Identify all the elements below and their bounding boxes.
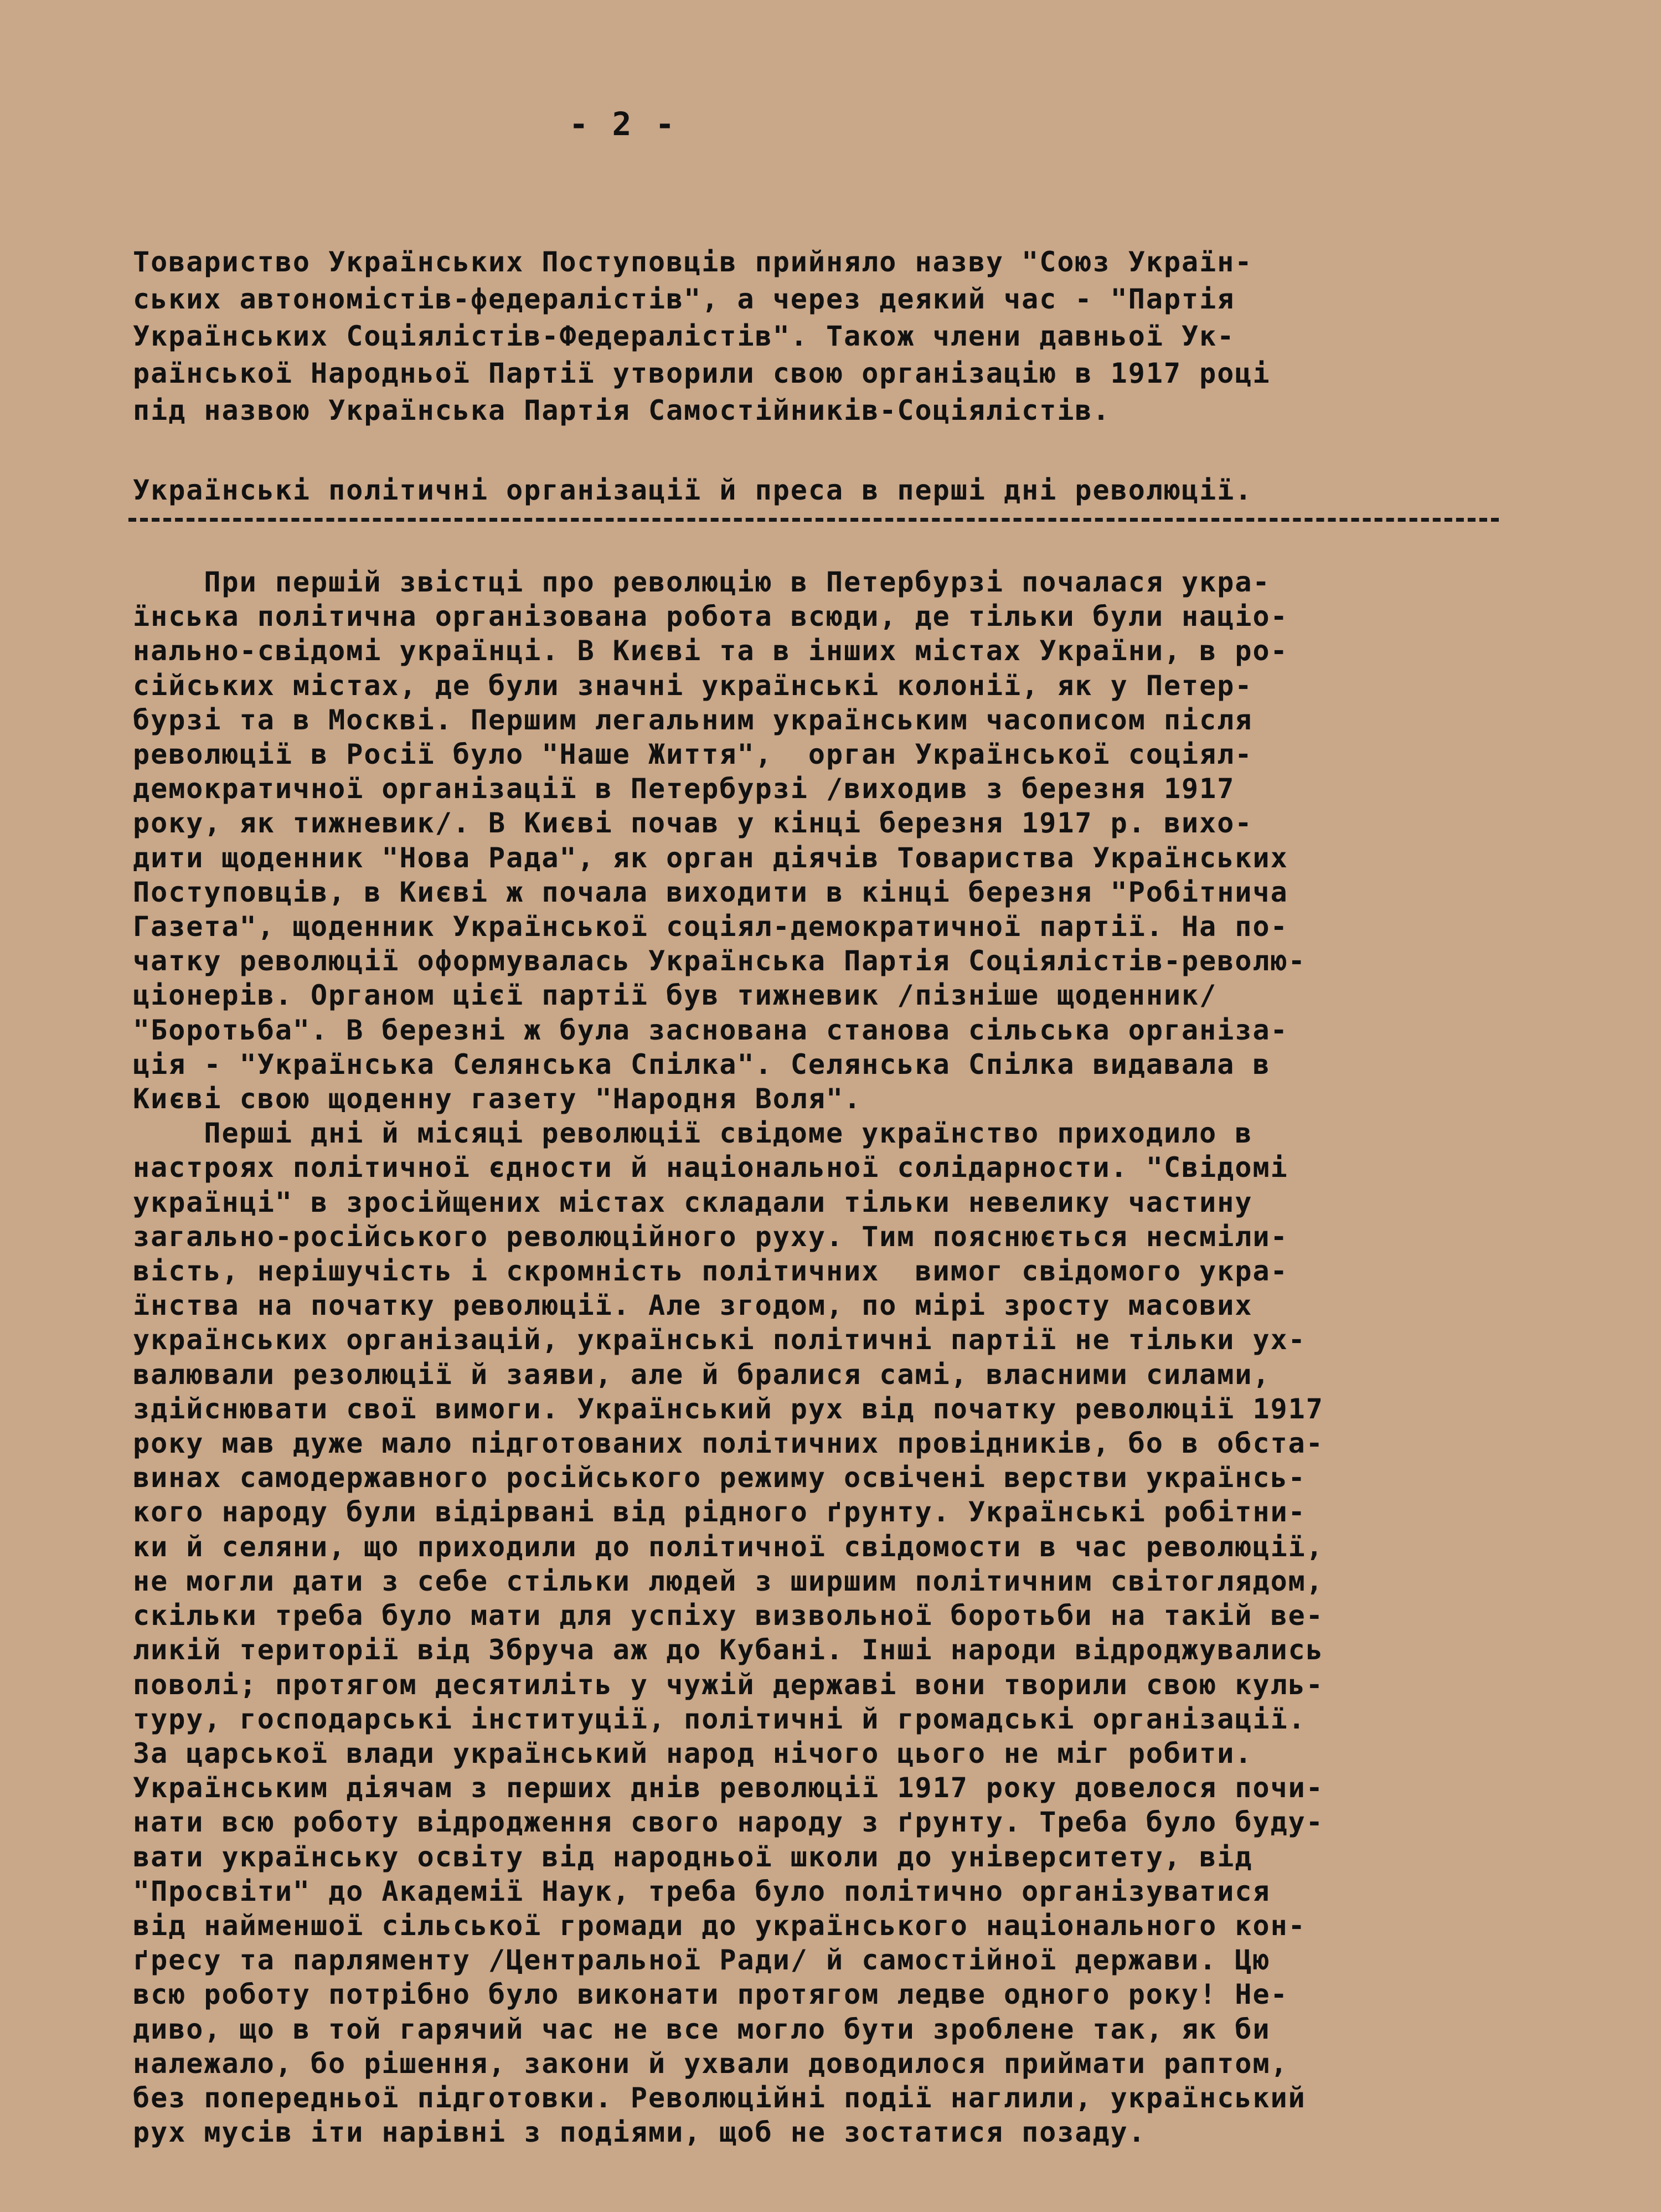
section-heading: Українські політичні організації й преса в перші дні революції.: [133, 474, 1253, 506]
intro-paragraph: Товариство Українських Поступовців прийняло назву "Союз Україн- ських автономістів-федералістів", а через деякий час - "Партія Українських Соціялістів-Федералістів". Також члени давньої Ук- раїнської Народньої Партії утворили свою організацію в 1917 році під назвою Українська Партія Самостійників-Соціялістів.: [133, 246, 1271, 426]
body-text: При першій звістці про революцію в Петербурзі почалася укра- їнська політична організована робота всюди, де тільки були націо- нально-свідомі українці. В Києві та в інших містах України, в ро- сійських містах, де були значні українські колонії, як у Петер- бурзі та в Москві. Першим легальним українським часописом після революції в Росії було "Наше Життя", орган Української соціял- демократичної організації в Петербурзі /виходив з березня 1917 року, як тижневик/. В Києві почав у кінці березня 1917 р. вихо- дити щоденник "Нова Рада", як орган діячів Товариства Українських Поступовців, в Києві ж почала виходити в кінці березня "Робітнича Газета", щоденник Української соціял-демократичної партії. На по- чатку революції оформувалась Українська Партія Соціялістів-револю- ціонерів. Органом цієї партії був тижневик /пізніше щоденник/ "Боротьба". В березні ж була заснована станова сільська організа- ція - "Українська Селянська Спілка". Селянська Спілка видавала в Києві свою щоденну газету "Народня Воля". Перші дні й місяці революції свідоме українство приходило в настроях політичної єдности й національної солідарности. "Свідомі українці" в зросійщених містах складали тільки невелику частину загально-російського революційного руху. Тим пояснюється несміли- вість, нерішучість і скромність політичних вимог свідомого укра- їнства на початку революції. Але згодом, по мірі зросту масових українських організацій, українські політичні партії не тільки ух- валювали резолюції й заяви, але й бралися самі, власними силами, здійснювати свої вимоги. Український рух від початку революції 1917 року мав дуже мало підготованих політичних провідників, бо в обста- винах самодержавного російського режиму освічені верстви українсь- кого народу були відірвані від рідного ґрунту. Українські робітни- ки й селяни, що приходили до політичної свідомости в час революції, не могли дати з себе стільки людей з ширшим політичним світоглядом, скільки треба було мати для успіху визвольної боротьби на такій ве- ликій території від Збруча аж до Кубані. Інші народи відроджувались поволі; протягом десятиліть у чужій державі вони творили свою куль- туру, господарські інституції, політичні й громадські організації. За царської влади український народ нічого цього не міг робити. Українським діячам з перших днів революції 1917 року довелося почи- нати всю роботу відродження свого народу з ґрунту. Треба було буду- вати українську освіту від народньої школи до університету, від "Просвіти" до Академії Наук, треба було політично організуватися від найменшої сільської громади до українського національного кон- ґресу та парляменту /Центральної Ради/ й самостійної держави. Цю всю роботу потрібно було виконати протягом ледве одного року! Не- диво, що в той гарячий час не все могло бути зроблене так, як би належало, бо рішення, закони й ухвали доводилося приймати раптом, без попередньої підготовки. Революційні події наглили, український рух мусів іти нарівні з подіями, щоб не зостатися позаду.: [133, 566, 1324, 2149]
page-number: - 2 -: [569, 105, 677, 143]
heading-underline: [128, 518, 1499, 522]
